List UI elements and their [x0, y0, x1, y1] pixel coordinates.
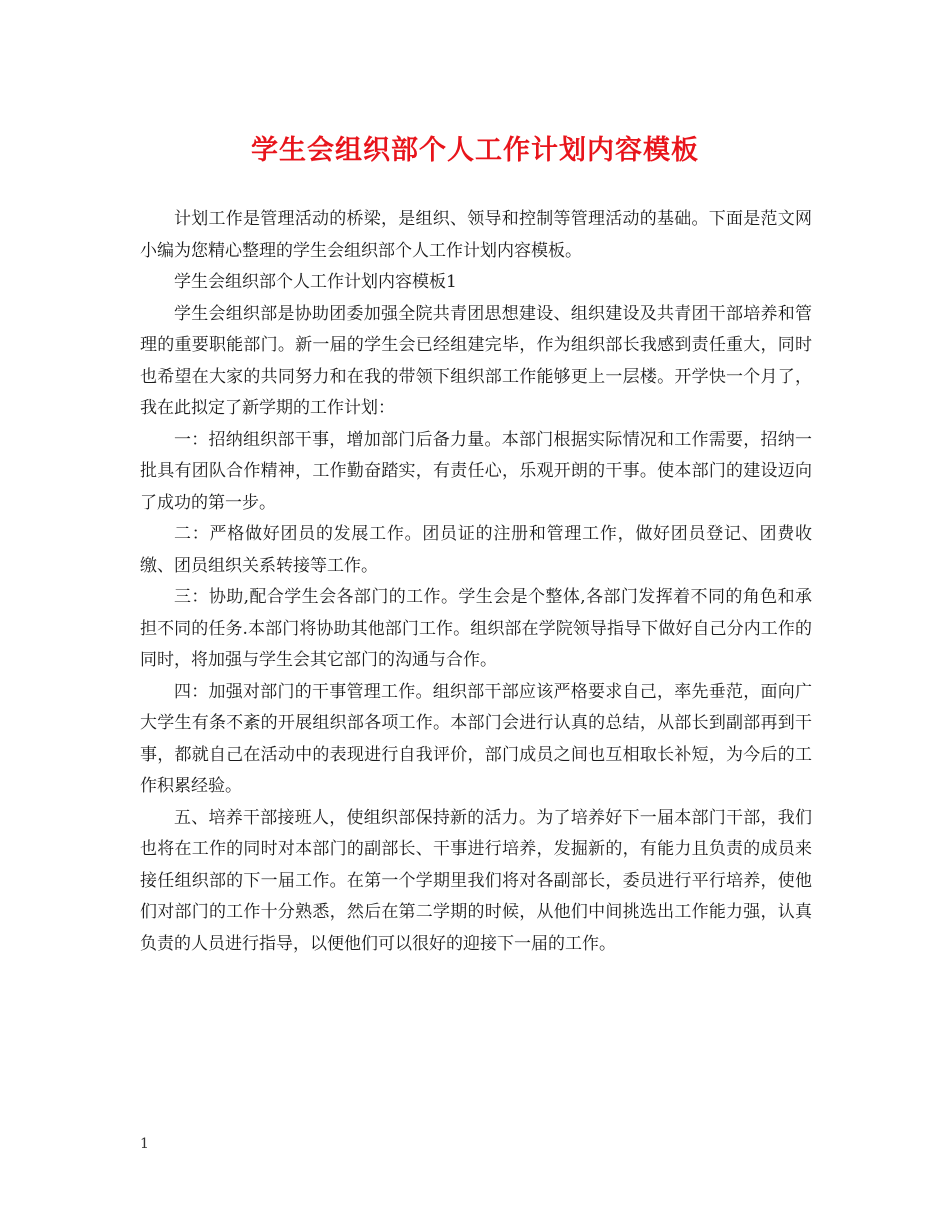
- plan-item-three: 三：协助,配合学生会各部门的工作。学生会是个整体,各部门发挥着不同的角色和承担不同的任务.本部门将协助其他部门工作。组织部在学院领导指导下做好自己分内工作的同时，将加强与学生会其它部门的沟通与合作。: [140, 587, 812, 670]
- intro-paragraph: 计划工作是管理活动的桥梁，是组织、领导和控制等管理活动的基础。下面是范文网小编为您精心整理的学生会组织部个人工作计划内容模板。: [140, 209, 812, 261]
- plan-item-four: 四：加强对部门的干事管理工作。组织部干部应该严格要求自己，率先垂范，面向广大学生有条不紊的开展组织部各项工作。本部门会进行认真的总结，从部长到副部再到干事，都就自己在活动中的表现进行自我评价，部门成员之间也互相取长补短，为今后的工作积累经验。: [140, 681, 812, 796]
- plan-item-one: 一：招纳组织部干事，增加部门后备力量。本部门根据实际情况和工作需要，招纳一批具有团队合作精神，工作勤奋踏实，有责任心，乐观开朗的干事。使本部门的建设迈向了成功的第一步。: [140, 429, 812, 513]
- plan-item-five: 五、培养干部接班人，使组织部保持新的活力。为了培养好下一届本部门干部，我们也将在工作的同时对本部门的副部长、干事进行培养，发掘新的，有能力且负责的成员来接任组织部的下一届工作。在第一个学期里我们将对各副部长，委员进行平行培养，使他们对部门的工作十分熟悉，然后在第二学期的时候，从他们中间挑选出工作能力强，认真负责的人员进行指导，以便他们可以很好的迎接下一届的工作。: [140, 807, 812, 954]
- plan-item-two: 二：严格做好团员的发展工作。团员证的注册和管理工作，做好团员登记、团费收缴、团员组织关系转接等工作。: [140, 524, 812, 576]
- page-number: 1: [140, 1136, 149, 1152]
- section-heading: 学生会组织部个人工作计划内容模板1: [174, 272, 457, 292]
- document-title: 学生会组织部个人工作计划内容模板: [251, 135, 699, 166]
- document-body: [140, 204, 812, 960]
- body-paragraph: 学生会组织部是协助团委加强全院共青团思想建设、组织建设及共青团干部培养和管理的重要职能部门。新一届的学生会已经组建完毕，作为组织部长我感到责任重大，同时也希望在大家的共同努力和在我的带领下组织部工作能够更上一层楼。开学快一个月了，我在此拟定了新学期的工作计划：: [140, 303, 812, 418]
